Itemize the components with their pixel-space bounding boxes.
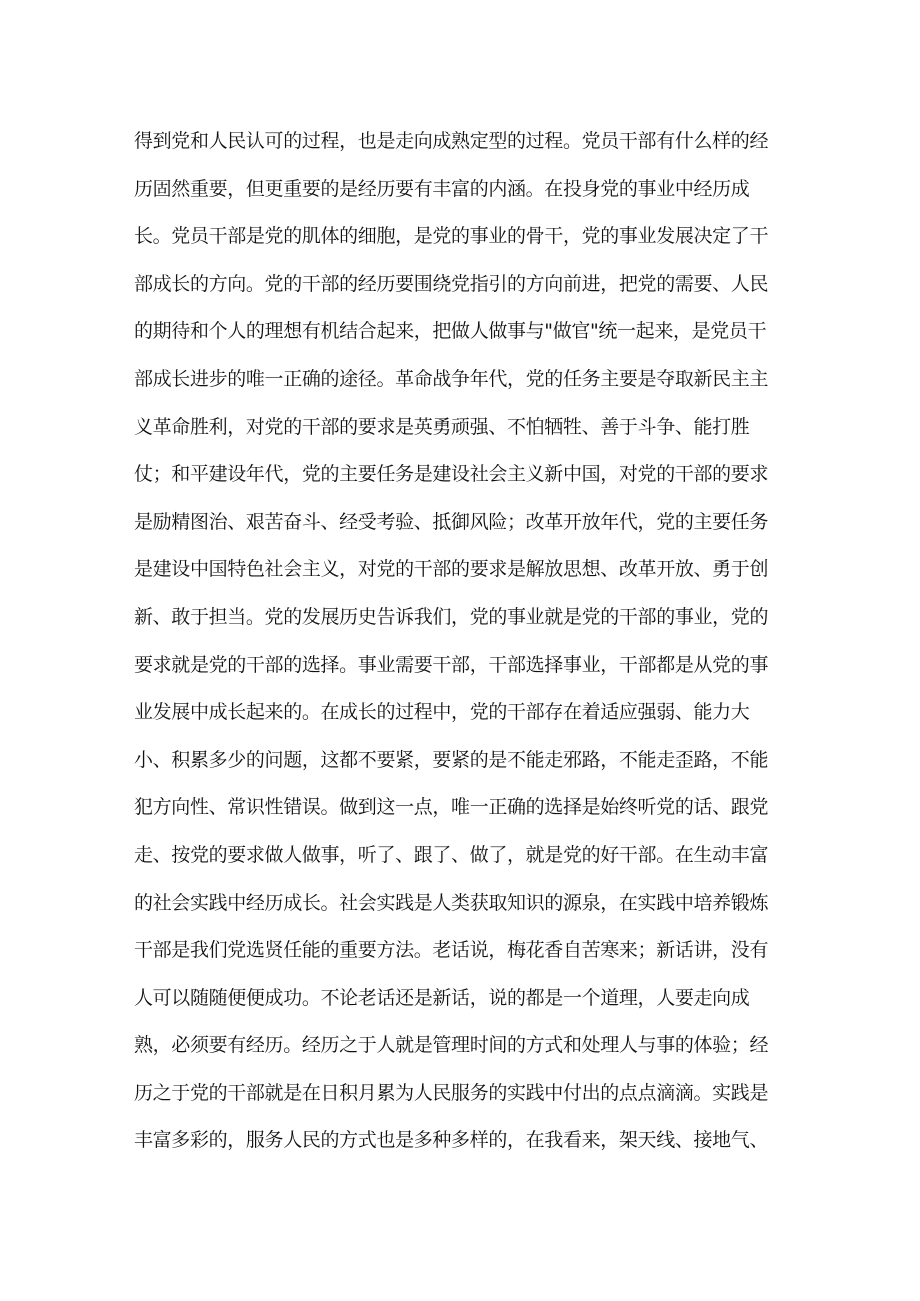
text-line: 熟，必须要有经历。经历之于人就是管理时间的方式和处理人与事的体验；经 — [134, 1034, 769, 1057]
text-line: 新、敢于担当。党的发展历史告诉我们，党的事业就是党的干部的事业，党的 — [134, 605, 769, 628]
text-line: 业发展中成长起来的。在成长的过程中，党的干部存在着适应强弱、能力大 — [134, 701, 750, 724]
text-line: 是建设中国特色社会主义，对党的干部的要求是解放思想、改革开放、勇于创 — [134, 558, 769, 581]
text-line: 的期待和个人的理想有机结合起来，把做人做事与"做官"统一起来，是党员干 — [134, 320, 767, 343]
text-line: 长。党员干部是党的肌体的细胞，是党的事业的骨干，党的事业发展决定了干 — [134, 225, 769, 248]
body-text — [134, 118, 774, 1165]
text-line: 的社会实践中经历成长。社会实践是人类获取知识的源泉，在实践中培养锻炼 — [134, 891, 769, 914]
text-line: 小、积累多少的问题，这都不要紧，要紧的是不能走邪路，不能走歪路，不能 — [134, 748, 769, 771]
text-line: 部成长进步的唯一正确的途径。革命战争年代，党的任务主要是夺取新民主主 — [134, 367, 769, 390]
text-line: 部成长的方向。党的干部的经历要围绕党指引的方向前进，把党的需要、人民 — [134, 272, 769, 295]
text-line: 干部是我们党选贤任能的重要方法。老话说，梅花香自苦寒来；新话讲，没有 — [134, 939, 769, 962]
text-line: 得到党和人民认可的过程，也是走向成熟定型的过程。党员干部有什么样的经 — [134, 130, 769, 152]
text-line: 历固然重要，但更重要的是经历要有丰富的内涵。在投身党的事业中经历成 — [134, 177, 750, 200]
text-line: 人可以随随便便成功。不论老话还是新话，说的都是一个道理，人要走向成 — [134, 986, 750, 1009]
text-line: 是励精图治、艰苦奋斗、经受考验、抵御风险；改革开放年代，党的主要任务 — [134, 510, 769, 533]
text-line: 丰富多彩的，服务人民的方式也是多种多样的，在我看来，架天线、接地气、 — [134, 1129, 769, 1152]
text-line: 走、按党的要求做人做事，听了、跟了、做了，就是党的好干部。在生动丰富 — [134, 843, 769, 866]
text-line: 义革命胜利，对党的干部的要求是英勇顽强、不怕牺牲、善于斗争、能打胜 — [134, 415, 750, 438]
text-line: 要求就是党的干部的选择。事业需要干部，干部选择事业，干部都是从党的事 — [134, 653, 769, 676]
text-line: 历之于党的干部就是在日积月累为人民服务的实践中付出的点点滴滴。实践是 — [134, 1081, 769, 1104]
text-line: 犯方向性、常识性错误。做到这一点，唯一正确的选择是始终听党的话、跟党 — [134, 796, 769, 819]
text-line: 仗；和平建设年代，党的主要任务是建设社会主义新中国，对党的干部的要求 — [134, 463, 769, 486]
